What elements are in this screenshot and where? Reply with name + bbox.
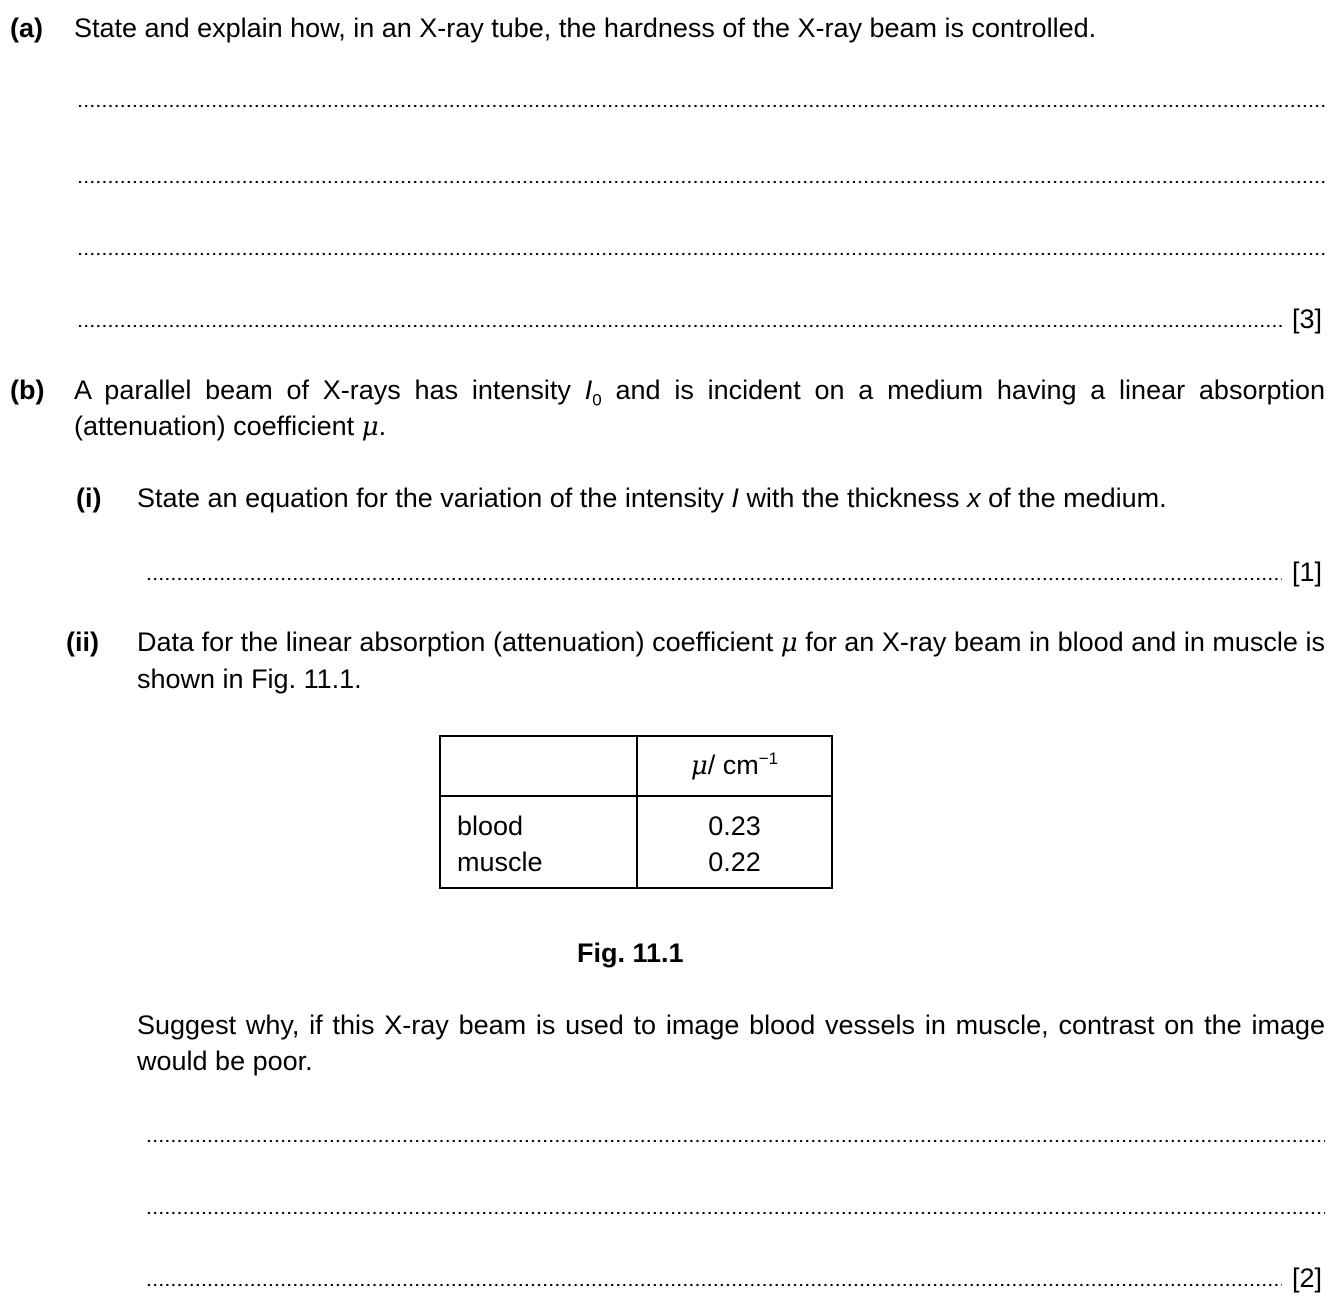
part-b-intro-end: . — [378, 411, 387, 441]
sub-i-text-2: with the thickness — [746, 483, 960, 513]
intensity-I-symbol: I — [731, 483, 739, 513]
sub-i-text-3: of the medium. — [988, 483, 1167, 513]
sub-ii-question — [137, 624, 1325, 697]
figure-caption: Fig. 11.1 — [577, 938, 684, 968]
fig-11-1-table — [439, 735, 833, 889]
table-header-unit: / cm — [707, 750, 759, 780]
thickness-x-symbol: x — [967, 483, 981, 513]
table-header-mu-cell — [637, 736, 832, 796]
sub-ii-marks: [2] — [1292, 1263, 1323, 1293]
sub-i-question — [137, 480, 1167, 516]
table-row-value: 0.22 — [708, 847, 761, 877]
sub-ii-text-3: in muscle is shown in Fig. 11.1. — [137, 627, 1325, 694]
answer-line-a-3[interactable] — [77, 252, 1325, 256]
table-header-mu: μ — [690, 751, 708, 781]
answer-line-i-1[interactable] — [146, 577, 1282, 581]
sub-ii-text-2: for an X-ray beam in blood and — [805, 627, 1177, 657]
part-a-question: State and explain how, in an X-ray tube, the hardness of the X-ray beam is controlled. — [74, 13, 1097, 43]
sub-i-marks: [1] — [1292, 557, 1323, 587]
part-b-label: (b) — [10, 375, 45, 405]
part-a-marks: [3] — [1292, 304, 1323, 334]
part-b-intro-text-3: absorption (attenuation) coefficient — [74, 375, 1325, 441]
answer-line-ii-3[interactable] — [146, 1283, 1282, 1287]
mu-symbol-ii: μ — [780, 628, 798, 658]
part-b-intro — [74, 372, 1325, 445]
mu-symbol: μ — [361, 412, 379, 442]
sub-ii-suggest-2: the image would be poor. — [137, 1010, 1325, 1076]
sub-i-label: (i) — [76, 483, 102, 513]
answer-line-ii-2[interactable] — [146, 1211, 1325, 1215]
answer-line-a-4[interactable] — [77, 324, 1282, 328]
table-values-cell — [637, 796, 832, 888]
table-row-value: 0.23 — [708, 811, 761, 841]
answer-line-a-1[interactable] — [77, 104, 1325, 108]
sub-ii-label: (ii) — [66, 627, 99, 657]
answer-line-ii-1[interactable] — [146, 1139, 1325, 1143]
table-header-exponent: −1 — [758, 749, 779, 768]
intensity-symbol: I — [584, 375, 593, 405]
table-names-cell — [440, 796, 637, 888]
answer-line-a-2[interactable] — [77, 180, 1325, 184]
intensity-subscript: 0 — [592, 390, 602, 410]
part-b-intro-text-1: A parallel beam of X-rays has intensity — [74, 375, 571, 405]
table-header-empty-cell — [440, 736, 637, 796]
part-a-label: (a) — [10, 13, 43, 43]
table-header-row — [440, 736, 832, 796]
part-b-intro-text-2: and is incident on a medium having a linear — [615, 375, 1186, 405]
table-row-name: blood — [457, 811, 524, 841]
table-body-row — [440, 796, 832, 888]
sub-ii-suggest-1: Suggest why, if this X-ray beam is used to image blood vessels in muscle, contrast on — [137, 1010, 1195, 1040]
sub-ii-suggest — [137, 1007, 1325, 1079]
sub-i-text-1: State an equation for the variation of the intensity — [137, 483, 724, 513]
table-row-name: muscle — [457, 847, 543, 877]
sub-ii-text-1: Data for the linear absorption (attenuation) coefficient — [137, 627, 774, 657]
